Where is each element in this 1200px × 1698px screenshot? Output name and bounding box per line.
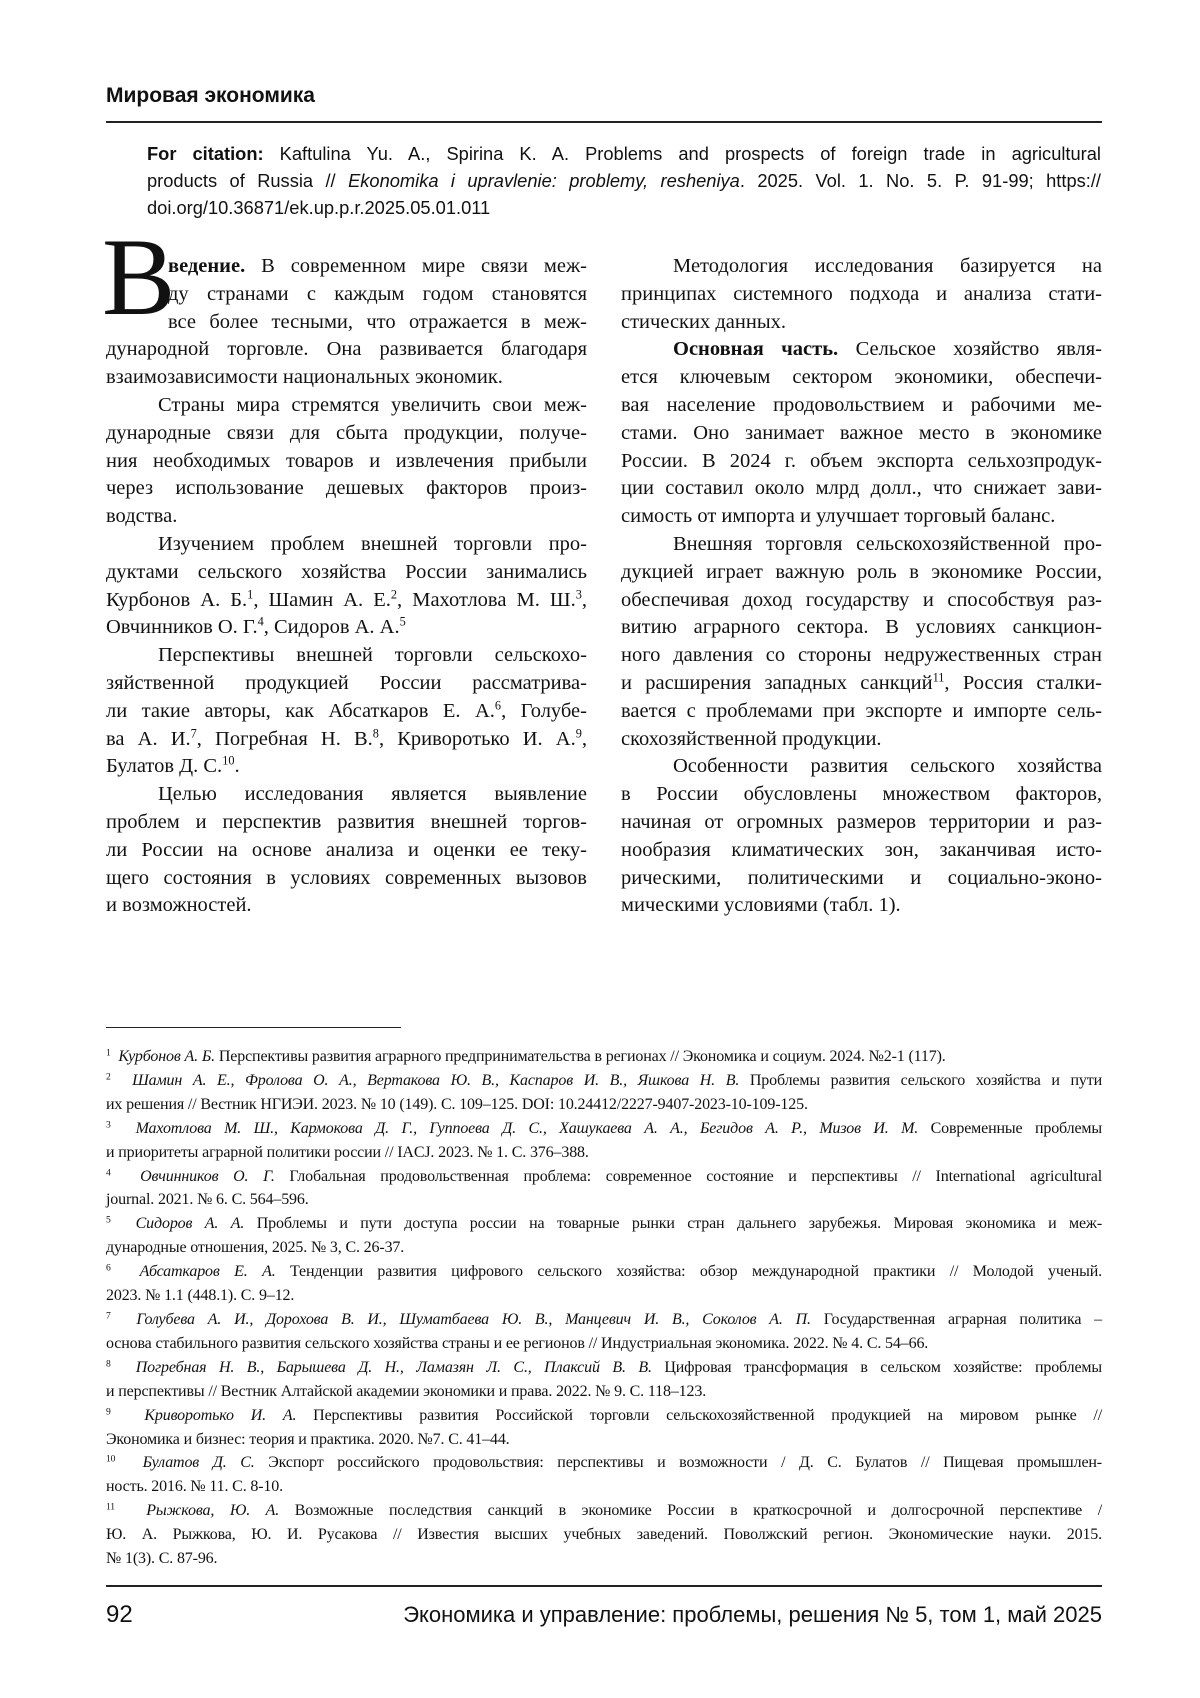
text-line xyxy=(621,670,1102,698)
text-run xyxy=(111,1168,140,1185)
text-line xyxy=(106,559,587,587)
footnote-ref: 8 xyxy=(106,1358,111,1369)
text-run xyxy=(115,1502,146,1519)
text-run: Ю. А. Рыжкова, Ю. И. Русакова // Известия высших учебных заведений. Поволжский регион. Экономические науки. 2015. xyxy=(106,1526,1102,1543)
text-line xyxy=(621,726,1102,754)
text-line xyxy=(106,1547,1102,1571)
footnote-ref: 1 xyxy=(247,587,253,601)
footnote-ref: 9 xyxy=(106,1406,111,1417)
text-line xyxy=(106,837,587,865)
text-run: Внешняя торговля сельскохозяйственной про- xyxy=(673,533,1102,555)
text-run: ния необходимых товаров и извлечения прибыли xyxy=(106,450,587,472)
footnote-ref: 3 xyxy=(576,587,582,601)
text-run: Особенности развития сельского хозяйства xyxy=(673,755,1102,777)
italic-text: Курбонов А. Б. xyxy=(118,1048,215,1065)
italic-text: Погребная Н. В., Барышева Д. Н., Ламазян Л. С., Плаксий В. В. xyxy=(136,1359,652,1376)
text-line xyxy=(106,1045,1102,1069)
text-run: все более тесными, что отражается в меж- xyxy=(168,311,587,333)
text-run: дународные связи для сбыта продукции, получе- xyxy=(106,422,587,444)
text-line xyxy=(106,781,587,809)
text-run: обеспечивая доход государству и способствуя раз- xyxy=(621,589,1102,611)
text-line xyxy=(621,475,1102,503)
text-line xyxy=(621,253,1102,281)
text-run: Курбонов А. Б. xyxy=(106,589,247,611)
footnote xyxy=(106,1451,1102,1499)
text-line xyxy=(621,781,1102,809)
text-run: Методология исследования базируется на xyxy=(673,255,1102,277)
footnote-ref: 4 xyxy=(106,1167,111,1178)
drop-cap: В xyxy=(102,222,175,332)
text-run: Цифровая трансформация в сельском хозяйстве: проблемы xyxy=(652,1359,1102,1376)
text-run xyxy=(111,1311,137,1328)
text-line xyxy=(106,475,587,503)
text-run: России. В 2024 г. объем экспорта сельхозпродук- xyxy=(621,450,1102,472)
footnote-ref: 6 xyxy=(495,698,501,712)
text-line xyxy=(621,892,1102,920)
text-line xyxy=(621,503,1102,531)
italic-text: Голубева А. И., Дорохова В. И., Шуматбаева Ю. В., Манцевич И. В., Соколов А. П. xyxy=(136,1311,811,1328)
footnote-ref: 10 xyxy=(222,754,234,768)
footnote-ref: 3 xyxy=(106,1119,111,1130)
text-line xyxy=(621,642,1102,670)
text-run: products of Russia // xyxy=(147,170,348,191)
text-run: В современном мире связи меж- xyxy=(245,255,587,277)
text-run: Целью исследования является выявление xyxy=(158,783,587,805)
text-line xyxy=(106,1308,1102,1332)
italic-text: Рыжкова, Ю. А. xyxy=(146,1502,279,1519)
bold-text: Основная часть. xyxy=(673,338,838,360)
text-line xyxy=(106,865,587,893)
text-run: Булатов Д. С. xyxy=(106,755,222,777)
text-line xyxy=(621,531,1102,559)
text-run: Страны мира стремятся увеличить свои меж- xyxy=(158,394,587,416)
footnote xyxy=(106,1308,1102,1356)
text-run: Перспективы внешней торговли сельскохо- xyxy=(158,644,587,666)
text-run: основа стабильного развития сельского хозяйства страны и ее регионов // Индустриальная экономика. 2022. № 4. С. 54–66. xyxy=(106,1335,928,1352)
text-line xyxy=(621,587,1102,615)
italic-text: Махотлова М. Ш., Кармокова Д. Г., Гуппоева Д. С., Хашукаева А. А., Бегидов А. Р., Мизов И. М. xyxy=(136,1120,919,1137)
footnote-ref: 8 xyxy=(373,726,379,740)
text-run: ность. 2016. № 11. С. 8-10. xyxy=(106,1478,283,1495)
text-run: Экспорт российского продовольствия: перспективы и возможности / Д. С. Булатов // Пищевая промышлен- xyxy=(255,1454,1102,1471)
text-line xyxy=(106,1165,1102,1189)
text-run: симость от импорта и улучшает торговый баланс. xyxy=(621,505,1055,527)
text-run: мическими условиями (табл. 1). xyxy=(621,894,901,916)
italic-text: Шамин А. Е., Фролова О. А., Вертакова Ю. В., Каспаров И. В., Яшкова Н. В. xyxy=(132,1072,739,1089)
text-run xyxy=(115,1454,142,1471)
text-run: Современные проблемы xyxy=(918,1120,1102,1137)
text-run: , xyxy=(582,589,587,611)
text-run: водства. xyxy=(106,505,177,527)
text-run: дународные отношения, 2025. № 3, С. 26-37. xyxy=(106,1239,404,1256)
text-line xyxy=(621,753,1102,781)
text-line xyxy=(621,837,1102,865)
text-line xyxy=(106,1236,1102,1260)
footnote xyxy=(106,1260,1102,1308)
text-line xyxy=(621,281,1102,309)
citation-block xyxy=(147,140,1101,221)
text-run: , Россия сталки- xyxy=(944,672,1102,694)
footnote-divider xyxy=(106,1027,401,1028)
footnotes xyxy=(106,1045,1102,1571)
text-run: вается с проблемами при экспорте и импорте сель- xyxy=(621,700,1102,722)
italic-text: Овчинников О. Г. xyxy=(140,1168,275,1185)
text-line xyxy=(106,809,587,837)
text-line xyxy=(621,614,1102,642)
text-line xyxy=(621,364,1102,392)
footnote xyxy=(106,1212,1102,1260)
paragraph xyxy=(106,642,587,781)
footnote-ref: 9 xyxy=(576,726,582,740)
footnote-ref: 6 xyxy=(106,1262,111,1273)
text-line xyxy=(106,1523,1102,1547)
text-run: Экономика и бизнес: теория и практика. 2020. №7. С. 41–44. xyxy=(106,1431,510,1448)
text-run: Тенденции развития цифрового сельского хозяйства: обзор международной практики // Молодой ученый. xyxy=(276,1263,1102,1280)
text-run: , xyxy=(582,728,587,750)
text-run: Овчинников О. Г. xyxy=(106,616,258,638)
text-run: , Криворотько И. А. xyxy=(379,728,576,750)
text-line xyxy=(621,392,1102,420)
text-run xyxy=(111,1215,136,1232)
text-line xyxy=(147,140,1101,167)
text-line xyxy=(106,1284,1102,1308)
footnote xyxy=(106,1499,1102,1571)
footnote-ref: 11 xyxy=(106,1501,115,1512)
text-run: принципах системного подхода и анализа стати- xyxy=(621,283,1102,305)
footnote xyxy=(106,1165,1102,1213)
text-line xyxy=(106,420,587,448)
text-line xyxy=(106,587,587,615)
text-run: проблем и перспектив развития внешней торгов- xyxy=(106,811,587,833)
paragraph xyxy=(621,253,1102,336)
footnote xyxy=(106,1404,1102,1452)
text-run: вая население продовольствием и рабочими ме- xyxy=(621,394,1102,416)
text-run: Возможные последствия санкций в экономике России в краткосрочной и долгосрочной перспективе / xyxy=(279,1502,1102,1519)
text-line xyxy=(621,698,1102,726)
text-run: их решения // Вестник НГИЭИ. 2023. № 10 (149). С. 109–125. DOI: 10.24412/2227-9407-2023-10-109-125. xyxy=(106,1096,808,1113)
paragraph xyxy=(621,753,1102,920)
text-line xyxy=(106,1069,1102,1093)
text-run: начиная от огромных размеров территории и раз- xyxy=(621,811,1102,833)
text-line xyxy=(106,281,587,309)
text-run: doi.org/10.36871/ek.up.p.r.2025.05.01.011 xyxy=(147,197,490,218)
paragraph xyxy=(106,781,587,920)
text-line xyxy=(106,253,587,281)
text-run: через использование дешевых факторов произ- xyxy=(106,477,587,499)
section-title: Мировая экономика xyxy=(106,84,315,108)
text-run: , Шамин А. Е. xyxy=(253,589,391,611)
text-run: ли России на основе анализа и оценки ее теку- xyxy=(106,839,587,861)
paragraph xyxy=(621,531,1102,753)
text-line xyxy=(106,309,587,337)
footnote-ref: 5 xyxy=(400,615,406,629)
text-run: № 1(3). С. 87-96. xyxy=(106,1550,217,1567)
text-run: и приоритеты аграрной политики россии // IACJ. 2023. № 1. С. 376–388. xyxy=(106,1144,589,1161)
footnote xyxy=(106,1069,1102,1117)
italic-text: Криворотько И. А. xyxy=(144,1407,296,1424)
text-run: рическими, политическими и социально-эконо- xyxy=(621,867,1102,889)
text-line xyxy=(106,1117,1102,1141)
text-run: ного давления со стороны недружественных стран xyxy=(621,644,1102,666)
text-run: ли такие авторы, как Абсаткаров Е. А. xyxy=(106,700,495,722)
text-run: ется ключевым сектором экономики, обеспечи- xyxy=(621,366,1102,388)
text-run: ва А. И. xyxy=(106,728,191,750)
text-run: , Махотлова М. Ш. xyxy=(397,589,576,611)
italic-text: Ekonomika i upravlenie: problemy, resheniya xyxy=(348,170,740,191)
text-line xyxy=(106,698,587,726)
page-number: 92 xyxy=(106,1601,133,1629)
footnote-ref: 2 xyxy=(391,587,397,601)
text-run: Перспективы развития аграрного предпринимательства в регионах // Экономика и социум. 2024. №2-1 (117). xyxy=(215,1048,946,1065)
footnote xyxy=(106,1356,1102,1404)
italic-text: Сидоров А. А. xyxy=(136,1215,245,1232)
text-line xyxy=(621,336,1102,364)
text-line xyxy=(106,336,587,364)
text-line xyxy=(106,1451,1102,1475)
text-run: Государственная аграрная политика – xyxy=(811,1311,1102,1328)
text-run: . xyxy=(234,755,239,777)
text-run: щего состояния в условиях современных вызовов xyxy=(106,867,587,889)
text-run: скохозяйственной продукции. xyxy=(621,728,882,750)
text-run: , Сидоров А. А. xyxy=(264,616,400,638)
text-run: Глобальная продовольственная проблема: современное состояние и перспективы // International agricultural xyxy=(275,1168,1102,1185)
text-line xyxy=(106,1356,1102,1380)
paragraph xyxy=(621,336,1102,531)
text-line xyxy=(106,1404,1102,1428)
text-line xyxy=(106,1428,1102,1452)
text-line xyxy=(621,448,1102,476)
text-line xyxy=(106,670,587,698)
paragraph xyxy=(106,253,587,392)
bold-text: ведение. xyxy=(168,255,245,277)
text-run: Перспективы развития Российской торговли сельскохозяйственной продукцией на мировом рынке // xyxy=(296,1407,1102,1424)
text-run: и перспективы // Вестник Алтайской академии экономики и права. 2022. № 9. С. 118–123. xyxy=(106,1383,706,1400)
text-run xyxy=(111,1263,140,1280)
text-run: дукцией играет важную роль в экономике России, xyxy=(621,561,1102,583)
footnote-ref: 1 xyxy=(106,1047,111,1058)
text-run: , Голубе- xyxy=(501,700,587,722)
text-run: 2023. № 1.1 (448.1). С. 9–12. xyxy=(106,1287,294,1304)
footnote-ref: 11 xyxy=(933,671,945,685)
text-line xyxy=(106,1260,1102,1284)
text-line xyxy=(106,1332,1102,1356)
text-line xyxy=(106,448,587,476)
text-line xyxy=(621,309,1102,337)
text-line xyxy=(106,642,587,670)
text-line xyxy=(106,1212,1102,1236)
text-run: Проблемы развития сельского хозяйства и пути xyxy=(739,1072,1102,1089)
left-column xyxy=(106,253,587,920)
text-run: и возможностей. xyxy=(106,894,252,916)
text-run xyxy=(111,1120,136,1137)
footnote-ref: 4 xyxy=(258,615,264,629)
text-run: стами. Оно занимает важное место в экономике xyxy=(621,422,1102,444)
text-line xyxy=(106,1141,1102,1165)
text-run: , Погребная Н. В. xyxy=(197,728,373,750)
text-run: ду странами с каждым годом становятся xyxy=(168,283,587,305)
text-run: дуктами сельского хозяйства России занимались xyxy=(106,561,587,583)
text-line xyxy=(621,865,1102,893)
text-run: ции составил около млрд долл., что снижает зави- xyxy=(621,477,1102,499)
text-line xyxy=(106,392,587,420)
italic-text: Булатов Д. С. xyxy=(143,1454,255,1471)
text-line xyxy=(106,364,587,392)
text-run: . 2025. Vol. 1. No. 5. P. 91-99; https:// xyxy=(740,170,1101,191)
text-line xyxy=(621,809,1102,837)
footnote xyxy=(106,1045,1102,1069)
text-run xyxy=(111,1072,132,1089)
italic-text: Абсаткаров Е. А. xyxy=(140,1263,276,1280)
text-run: journal. 2021. № 6. С. 564–596. xyxy=(106,1191,309,1208)
text-line xyxy=(621,420,1102,448)
text-run: витию аграрного сектора. В условиях санкцион- xyxy=(621,616,1102,638)
text-line xyxy=(106,892,587,920)
text-run xyxy=(111,1359,136,1376)
footnote xyxy=(106,1117,1102,1165)
text-run: дународной торговле. Она развивается благодаря xyxy=(106,338,587,360)
text-line xyxy=(147,167,1101,194)
text-run: стических данных. xyxy=(621,311,786,333)
text-line xyxy=(621,559,1102,587)
text-line xyxy=(106,726,587,754)
text-line xyxy=(106,503,587,531)
journal-info: Экономика и управление: проблемы, решения № 5, том 1, май 2025 xyxy=(403,1602,1102,1628)
text-line xyxy=(106,614,587,642)
text-line xyxy=(106,1188,1102,1212)
text-line xyxy=(106,1499,1102,1523)
footnote-ref: 10 xyxy=(106,1454,115,1465)
footnote-ref: 7 xyxy=(106,1310,111,1321)
footnote-ref: 7 xyxy=(191,726,197,740)
footnote-ref: 2 xyxy=(106,1071,111,1082)
bold-text: For citation: xyxy=(147,143,264,164)
paragraph xyxy=(106,531,587,642)
text-run: взаимозависимости национальных экономик. xyxy=(106,366,503,388)
footnote-ref: 5 xyxy=(106,1215,111,1226)
footer-divider xyxy=(106,1585,1102,1587)
text-run: в России обусловлены множеством факторов, xyxy=(621,783,1102,805)
text-line xyxy=(106,753,587,781)
text-run: Изучением проблем внешней торговли про- xyxy=(158,533,587,555)
header-divider xyxy=(106,121,1102,123)
text-line xyxy=(106,1475,1102,1499)
right-column xyxy=(621,253,1102,920)
text-run: Сельское хозяйство явля- xyxy=(838,338,1102,360)
text-run: Kaftulina Yu. A., Spirina K. A. Problems and prospects of foreign trade in agricultural xyxy=(264,143,1101,164)
text-line xyxy=(106,1380,1102,1404)
text-line xyxy=(147,194,1101,221)
paragraph xyxy=(106,392,587,531)
text-run: нообразия климатических зон, заканчивая исто- xyxy=(621,839,1102,861)
text-line xyxy=(106,531,587,559)
text-run: зяйственной продукцией России рассматрива- xyxy=(106,672,587,694)
text-run: Проблемы и пути доступа россии на товарные рынки стран дальнего зарубежья. Мировая экономика и меж- xyxy=(244,1215,1102,1232)
text-run: и расширения западных санкций xyxy=(621,672,933,694)
text-line xyxy=(106,1093,1102,1117)
text-run xyxy=(111,1407,145,1424)
